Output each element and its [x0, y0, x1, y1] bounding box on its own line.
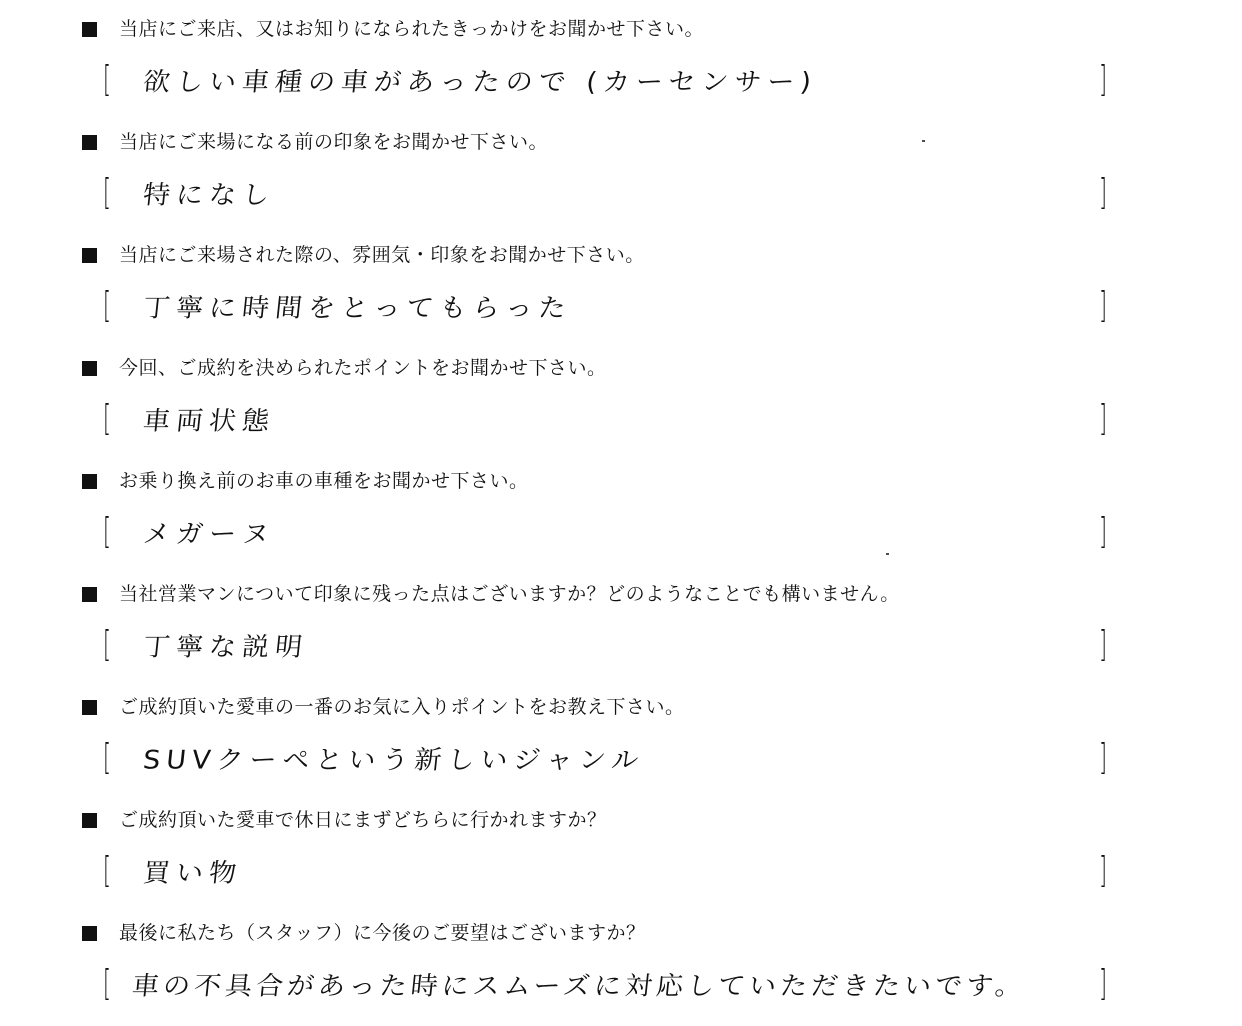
handwritten-answer: 欲しい車種の車があったので (カーセンサー) [141, 67, 819, 98]
scan-speck [922, 140, 925, 142]
handwritten-answer: 車両状態 [141, 406, 277, 437]
question-text: 最後に私たち（スタッフ）に今後のご要望はございますか？ [119, 922, 646, 944]
right-bracket: ] [1099, 511, 1107, 552]
question-text: 今回、ご成約を決められたポイントをお聞かせ下さい。 [119, 357, 607, 379]
black-square-icon [82, 361, 97, 376]
handwritten-answer: 丁寧な説明 [141, 632, 310, 663]
left-bracket: [ [103, 963, 111, 1004]
handwritten-answer: SUVクーペという新しいジャンル [141, 745, 646, 776]
right-bracket: ] [1099, 59, 1107, 100]
scan-speck [886, 553, 889, 555]
question-row [82, 698, 685, 717]
right-bracket: ] [1099, 172, 1107, 213]
handwritten-answer: 買い物 [141, 858, 244, 889]
question-row [82, 246, 645, 265]
black-square-icon [82, 700, 97, 715]
left-bracket: [ [103, 850, 111, 891]
black-square-icon [82, 22, 97, 37]
handwritten-answer: 車の不具合があった時にスムーズに対応していただきたいです。 [130, 971, 1028, 1002]
black-square-icon [82, 926, 97, 941]
black-square-icon [82, 587, 97, 602]
handwritten-answer: 丁寧に時間をとってもらった [141, 293, 574, 324]
question-block-2 [0, 113, 1242, 226]
question-text: お乗り換え前のお車の車種をお聞かせ下さい。 [119, 470, 529, 492]
black-square-icon [82, 135, 97, 150]
black-square-icon [82, 248, 97, 263]
left-bracket: [ [103, 511, 111, 552]
answer-row [100, 172, 1110, 219]
answer-row [100, 737, 1110, 784]
right-bracket: ] [1099, 737, 1107, 778]
question-row [82, 20, 704, 39]
question-block-5 [0, 452, 1242, 565]
question-text: 当店にご来場になる前の印象をお聞かせ下さい。 [119, 131, 549, 153]
question-block-8 [0, 791, 1242, 904]
left-bracket: [ [103, 172, 111, 213]
right-bracket: ] [1099, 850, 1107, 891]
answer-row [100, 59, 1110, 106]
left-bracket: [ [103, 737, 111, 778]
question-row [82, 359, 607, 378]
handwritten-answer: メガーヌ [141, 519, 277, 550]
answer-row [100, 963, 1110, 1010]
question-row [82, 585, 900, 604]
question-block-6 [0, 565, 1242, 678]
answer-row [100, 398, 1110, 445]
question-block-3 [0, 226, 1242, 339]
answer-row [100, 285, 1110, 332]
left-bracket: [ [103, 624, 111, 665]
answer-row [100, 624, 1110, 671]
right-bracket: ] [1099, 285, 1107, 326]
left-bracket: [ [103, 398, 111, 439]
question-text: 当店にご来店、又はお知りになられたきっかけをお聞かせ下さい。 [119, 18, 705, 40]
question-text: 当社営業マンについて印象に残った点はございますか？どのようなことでも構いません。 [119, 583, 900, 605]
answer-row [100, 511, 1110, 558]
question-text: ご成約頂いた愛車で休日にまずどちらに行かれますか？ [119, 809, 607, 831]
left-bracket: [ [103, 285, 111, 326]
question-block-7 [0, 678, 1242, 791]
black-square-icon [82, 474, 97, 489]
question-text: ご成約頂いた愛車の一番のお気に入りポイントをお教え下さい。 [119, 696, 685, 718]
question-block-9 [0, 904, 1242, 1017]
question-row [82, 472, 529, 491]
black-square-icon [82, 813, 97, 828]
question-row [82, 924, 646, 943]
question-block-4 [0, 339, 1242, 452]
right-bracket: ] [1099, 624, 1107, 665]
right-bracket: ] [1099, 963, 1107, 1004]
question-row [82, 811, 607, 830]
question-text: 当店にご来場された際の、雰囲気・印象をお聞かせ下さい。 [119, 244, 645, 266]
handwritten-answer: 特になし [141, 180, 277, 211]
answer-row [100, 850, 1110, 897]
left-bracket: [ [103, 59, 111, 100]
right-bracket: ] [1099, 398, 1107, 439]
question-row [82, 133, 548, 152]
question-block-1 [0, 0, 1242, 113]
